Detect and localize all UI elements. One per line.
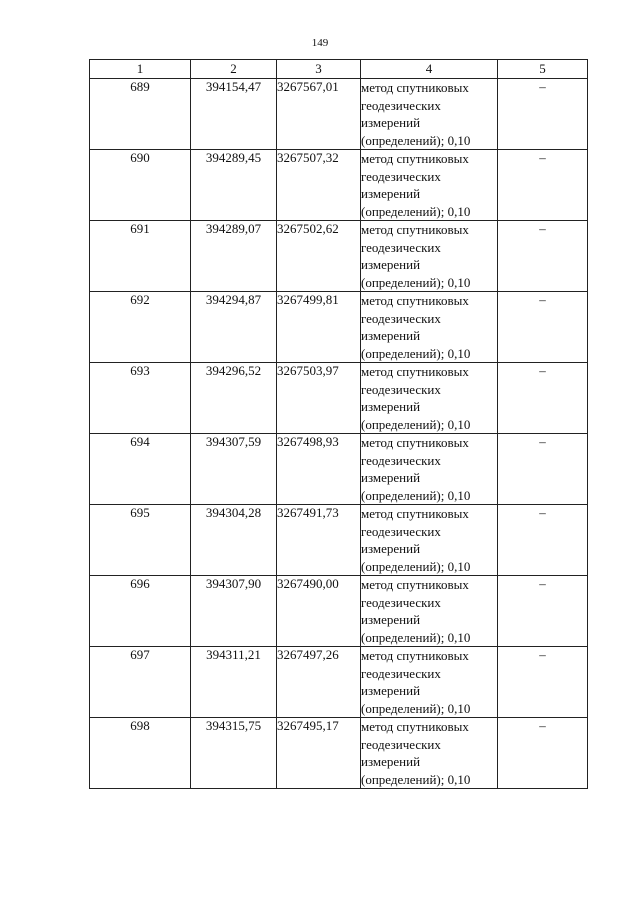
- method-cell: метод спутниковых геодезических измерений (определений); 0,10: [361, 505, 498, 576]
- y-coordinate-cell: 3267490,00: [277, 576, 361, 647]
- point-number-cell: 695: [90, 505, 191, 576]
- method-cell: метод спутниковых геодезических измерений (определений); 0,10: [361, 434, 498, 505]
- point-number-cell: 693: [90, 363, 191, 434]
- x-coordinate-cell: 394294,87: [191, 292, 277, 363]
- point-number-cell: 696: [90, 576, 191, 647]
- column-header-3: 3: [277, 60, 361, 79]
- table-row: [90, 505, 588, 576]
- x-coordinate-cell: 394296,52: [191, 363, 277, 434]
- y-coordinate-cell: 3267495,17: [277, 718, 361, 789]
- point-number-cell: 692: [90, 292, 191, 363]
- x-coordinate-cell: 394304,28: [191, 505, 277, 576]
- y-coordinate-cell: 3267567,01: [277, 79, 361, 150]
- table-row: [90, 718, 588, 789]
- y-coordinate-cell: 3267497,26: [277, 647, 361, 718]
- x-coordinate-cell: 394311,21: [191, 647, 277, 718]
- y-coordinate-cell: 3267498,93: [277, 434, 361, 505]
- table-row: [90, 221, 588, 292]
- x-coordinate-cell: 394289,07: [191, 221, 277, 292]
- table-row: [90, 434, 588, 505]
- note-cell: –: [498, 79, 588, 150]
- x-coordinate-cell: 394307,59: [191, 434, 277, 505]
- table-row: [90, 150, 588, 221]
- point-number-cell: 691: [90, 221, 191, 292]
- point-number-cell: 698: [90, 718, 191, 789]
- column-header-4: 4: [361, 60, 498, 79]
- method-cell: метод спутниковых геодезических измерений (определений); 0,10: [361, 647, 498, 718]
- method-cell: метод спутниковых геодезических измерений (определений); 0,10: [361, 79, 498, 150]
- note-cell: –: [498, 718, 588, 789]
- page-number: 149: [311, 37, 329, 49]
- y-coordinate-cell: 3267502,62: [277, 221, 361, 292]
- method-cell: метод спутниковых геодезических измерений (определений); 0,10: [361, 221, 498, 292]
- note-cell: –: [498, 434, 588, 505]
- x-coordinate-cell: 394289,45: [191, 150, 277, 221]
- note-cell: –: [498, 292, 588, 363]
- x-coordinate-cell: 394307,90: [191, 576, 277, 647]
- column-header-5: 5: [498, 60, 588, 79]
- point-number-cell: 697: [90, 647, 191, 718]
- point-number-cell: 694: [90, 434, 191, 505]
- table-row: [90, 363, 588, 434]
- method-cell: метод спутниковых геодезических измерений (определений); 0,10: [361, 718, 498, 789]
- x-coordinate-cell: 394315,75: [191, 718, 277, 789]
- point-number-cell: 690: [90, 150, 191, 221]
- y-coordinate-cell: 3267503,97: [277, 363, 361, 434]
- note-cell: –: [498, 363, 588, 434]
- coordinates-table: [89, 59, 588, 789]
- note-cell: –: [498, 576, 588, 647]
- column-header-1: 1: [90, 60, 191, 79]
- note-cell: –: [498, 221, 588, 292]
- method-cell: метод спутниковых геодезических измерений (определений); 0,10: [361, 363, 498, 434]
- method-cell: метод спутниковых геодезических измерений (определений); 0,10: [361, 576, 498, 647]
- table-row: [90, 79, 588, 150]
- column-header-2: 2: [191, 60, 277, 79]
- y-coordinate-cell: 3267507,32: [277, 150, 361, 221]
- table-row: [90, 647, 588, 718]
- x-coordinate-cell: 394154,47: [191, 79, 277, 150]
- y-coordinate-cell: 3267491,73: [277, 505, 361, 576]
- note-cell: –: [498, 505, 588, 576]
- table-row: [90, 576, 588, 647]
- note-cell: –: [498, 150, 588, 221]
- method-cell: метод спутниковых геодезических измерений (определений); 0,10: [361, 292, 498, 363]
- table-header-row: [90, 60, 588, 79]
- table-row: [90, 292, 588, 363]
- point-number-cell: 689: [90, 79, 191, 150]
- y-coordinate-cell: 3267499,81: [277, 292, 361, 363]
- method-cell: метод спутниковых геодезических измерений (определений); 0,10: [361, 150, 498, 221]
- note-cell: –: [498, 647, 588, 718]
